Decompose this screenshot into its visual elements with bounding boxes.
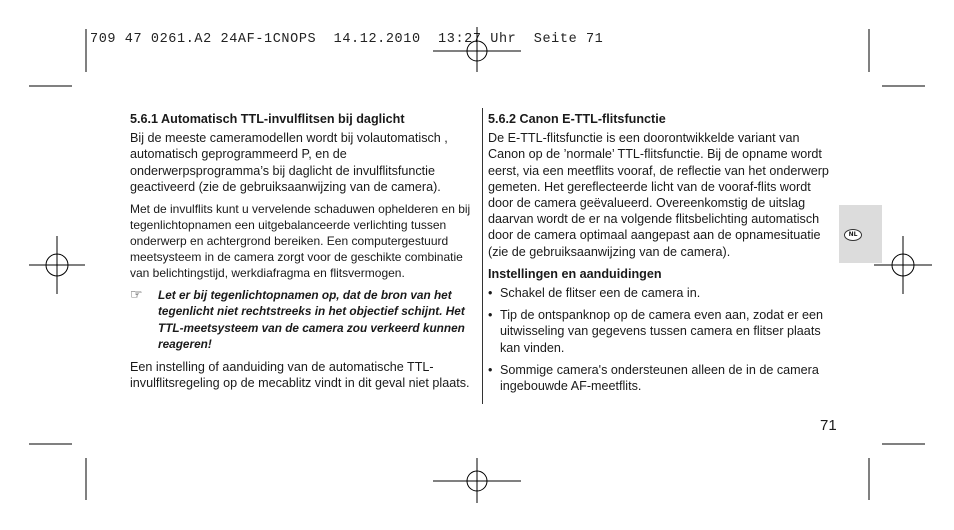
paragraph-2: Met de invulflits kunt u vervelende schaduwen ophelderen en bij tegenlichtopnamen een uitgebalanceerde verlichting tussen onderwerp en achtergrond bereiken. Een computergestuurd meetsysteem in de camera zorgt voor de geschikte combinatie van belichtingstijd, werkdiafragma en flitsvermogen.	[130, 202, 471, 281]
list-item-text: Tip de ontspanknop op de camera even aan, zodat er een uitwisseling van gegevens tussen camera en flitser plaats kan vinden.	[500, 308, 823, 355]
bullet-icon: •	[488, 362, 493, 377]
bullet-icon: •	[488, 308, 493, 323]
warning-note-text: Let er bij tegenlichtopnamen op, dat de bron van het tegenlicht niet rechtstreeks in het objectief schijnt. Het TTL-meetsysteem van de camera zou verkeerd kunnen reageren!	[158, 288, 465, 352]
bullet-icon: •	[488, 286, 493, 301]
right-column	[488, 111, 834, 400]
list-item	[488, 307, 834, 356]
subheading-settings: Instellingen en aanduidingen	[488, 266, 662, 281]
list-item-text: Sommige camera's ondersteunen alleen de in de camera ingebouwde AF-meetflits.	[500, 362, 819, 394]
section-heading-5-6-2: 5.6.2 Canon E-TTL-flitsfunctie	[488, 112, 666, 126]
list-item	[488, 362, 834, 394]
paragraph-3: Een instelling of aanduiding van de automatische TTL-invulflitsregeling op de mecablitz vindt in dit geval niet plaats.	[130, 359, 470, 390]
page-number: 71	[820, 417, 837, 434]
list-item	[488, 285, 834, 301]
section-heading-5-6-1: 5.6.1 Automatisch TTL-invulflitsen bij daglicht	[130, 112, 405, 126]
print-header-line: 709 47 0261.A2 24AF-1CNOPS 14.12.2010 13:27 Uhr Seite 71	[90, 32, 604, 47]
language-badge-nl: NL	[844, 229, 862, 241]
paragraph-e-ttl: De E-TTL-flitsfunctie is een doorontwikkelde variant van Canon op de ’normale’ TTL-flitsfunctie. Bij de opname wordt eerst, via een meetflits vooraf, de reflectie van het onderwerp gemeten. Het gereflecteerde licht van de vooraf-flits wordt door de camera geëvalueerd. Overeenkomstig de uitslag daarvan wordt de er na volgende flitsbelichting automatisch door de camera optimaal aangepast aan de opnamesituatie (zie de gebruiksaanwijzing van de camera).	[488, 131, 829, 259]
list-item-text: Schakel de flitser een de camera in.	[500, 286, 701, 301]
left-column	[130, 111, 476, 397]
warning-note	[130, 287, 476, 353]
pointing-hand-icon: ☞	[130, 287, 143, 304]
column-divider	[482, 108, 483, 404]
paragraph-1: Bij de meeste cameramodellen wordt bij volautomatisch , automatisch geprogrammeerd P, en de onderwerpsprogramma’s bij daglicht de invulflitsfunctie geactiveerd (zie de gebruiksaanwijzing van de camera).	[130, 131, 448, 194]
